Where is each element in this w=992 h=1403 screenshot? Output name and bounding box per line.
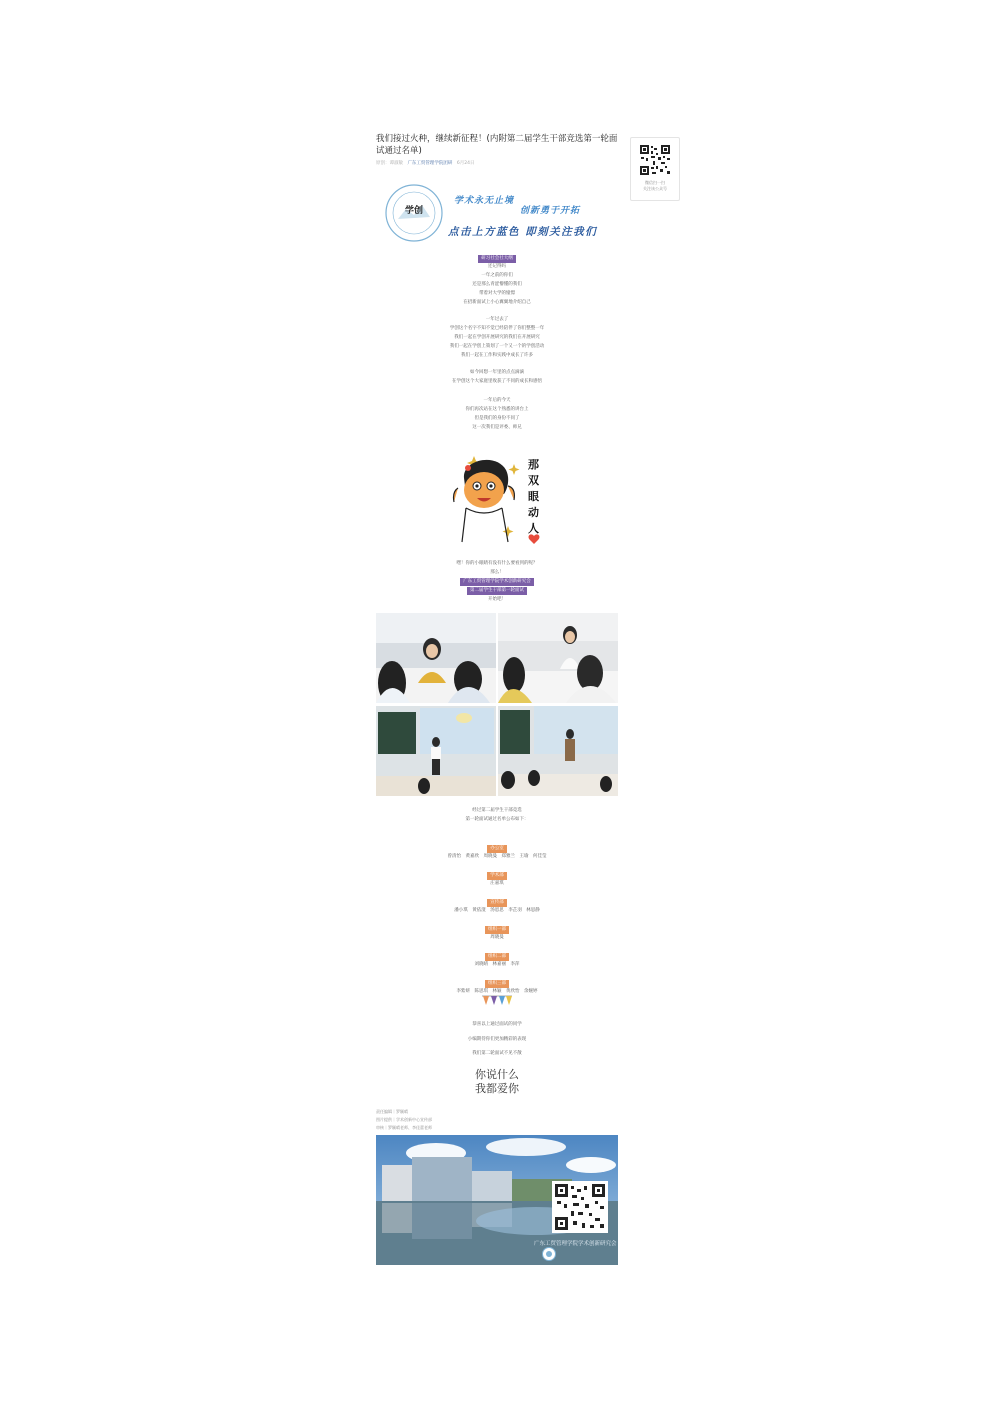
header-banner (384, 183, 618, 243)
poem-line: 如今回想一年里的点点滴滴 (470, 370, 524, 375)
intro-tag: 研习社会社大纲 (478, 255, 516, 263)
dept-members: 刘晓晴 林嘉丽 李萍 (474, 962, 520, 967)
poem-line: 还记得吗 (488, 264, 506, 269)
cartoon-girl-sticker (444, 442, 548, 546)
poem-line: 在招新面试上小心翼翼地介绍自己 (463, 300, 531, 305)
poem-line: 学创这个名字不知不觉已经陪伴了你们整整一年 (449, 326, 545, 331)
author-label: 原创：谭淑敏 (376, 161, 403, 166)
svg-text:动: 动 (528, 506, 539, 519)
poem-stanza-4 (376, 396, 618, 432)
poem-stanza-2 (376, 315, 618, 360)
qr-caption-scan: 微信扫一扫 (645, 180, 665, 185)
poem-line: 我们一起在学创上策划了一个又一个的学创活动 (449, 344, 545, 349)
dept-office (376, 834, 618, 861)
lead-tag-1: 广东工贸管理学院学术创新研究会 (460, 578, 534, 586)
poem-line: 带着对大学的憧憬 (479, 291, 515, 296)
lead-line-1: 嘿！你的小眼睛有没有什么要看到的呢？ (456, 561, 538, 566)
big-line: 我都爱你 (475, 1082, 519, 1095)
bunting-icon (482, 995, 512, 1007)
lead-tag-2: 第二届学生干部第一轮面试 (467, 587, 527, 595)
closing-line: 我们第二轮面试不见不散 (472, 1051, 522, 1056)
dept-tag: 办公室 (487, 845, 507, 853)
association-logo-icon (542, 1247, 556, 1261)
svg-text:那: 那 (528, 458, 539, 471)
poem-line: 在学创这个大家庭里收获了不同的成长和感悟 (452, 379, 542, 384)
closing-line: 恭喜以上通过面试的同学 (472, 1022, 522, 1027)
dept-tag: 组织一部 (485, 926, 509, 934)
qr-code-icon (639, 144, 671, 176)
lead-line-3: 开始吧！ (488, 597, 506, 602)
closing-line: 小编期待你们更加精彩的表现 (467, 1036, 527, 1042)
intro-tag-row (376, 244, 618, 263)
interview-photo (376, 613, 496, 703)
dept-publicity (376, 888, 618, 915)
article-title: 我们接过火种，继续新征程！(内附第二届学生干部竞选第一轮面试通过名单) (376, 134, 618, 156)
credits-block (376, 1108, 432, 1132)
follow-qr-card[interactable] (630, 137, 680, 201)
poem-line: 我们一起在学创开展研究的我们在开展研究 (454, 335, 540, 340)
dept-members: 周晓曼 (490, 935, 504, 940)
credit-line: 图片提供｜学术创新中心宣传部 (376, 1117, 432, 1122)
interview-photo (376, 706, 496, 796)
announce-line: 第一轮面试通过名单公布如下： (465, 817, 529, 822)
announce-block (376, 806, 618, 824)
dept-org-2 (376, 942, 618, 969)
dept-members: 潘小琪 黄依澄 汤恩思 李芷羽 林思静 (454, 908, 540, 913)
qr-code-icon (555, 1184, 605, 1230)
poem-line: 这一次我们是评委、师兄 (472, 425, 522, 430)
slogan-line-2: 创新勇于开拓 (520, 206, 581, 216)
svg-text:眼: 眼 (528, 490, 539, 503)
interview-photo (498, 706, 618, 796)
dept-tag: 组织二部 (485, 953, 509, 961)
poem-line: 一年后的今天 (483, 398, 511, 403)
svg-text:双: 双 (528, 474, 539, 487)
dept-org-3 (376, 969, 618, 996)
poem-stanza-1 (376, 262, 618, 307)
poem-line: 一年过去了 (485, 317, 509, 322)
dept-members: 李紫妍 陈思琪 林颖 黄欣怡 余婉婷 (456, 989, 538, 994)
dept-members: 庄嘉琪 (490, 881, 504, 886)
campus-qr-code[interactable] (552, 1181, 608, 1233)
sticker-text (528, 458, 539, 535)
dept-members: 曾清怡 黄嘉欣 周晓曼 郑雅兰 王瑜 何佳莹 (447, 854, 547, 859)
dept-tag: 组织三部 (485, 980, 509, 988)
poem-line: 我们一起在工作和实践中成长了许多 (461, 353, 533, 358)
article-header (376, 134, 618, 166)
interview-photo (498, 613, 618, 703)
account-link[interactable]: 广东工贸管理学院团研 (407, 161, 453, 166)
poem-stanza-3 (376, 368, 618, 386)
lead-block (376, 559, 618, 604)
poem-line: 但是我们的身份不同了 (474, 416, 520, 421)
publish-date: 6月24日 (456, 161, 475, 166)
dept-tag: 宣传部 (487, 899, 507, 907)
slogan-line-3: 点击上方蓝色 即刻关注我们 (448, 226, 598, 238)
campus-caption: 广东工贸管理学院学术创新研究会 (534, 1241, 617, 1247)
big-line: 你说什么 (475, 1068, 519, 1081)
credit-line: 责任编辑｜罗颖晴 (376, 1109, 408, 1114)
logo-text: 学创 (404, 206, 424, 216)
svg-text:人: 人 (528, 522, 539, 535)
association-logo-icon (384, 183, 444, 243)
big-closing (376, 1068, 618, 1096)
poem-line: 你们再次站在这个熟悉的讲台上 (465, 407, 529, 412)
article-meta (376, 160, 618, 166)
poem-line: 还是那么青涩懵懂的我们 (472, 282, 522, 287)
credit-line: 审核｜罗颖晴老师、李佳蕾老师 (376, 1125, 432, 1130)
interview-photo-grid (376, 613, 618, 796)
lead-line-2: 那么！ (490, 570, 504, 575)
dept-org-1 (376, 915, 618, 942)
dept-academic (376, 861, 618, 888)
qr-caption-follow: 关注该公众号 (643, 186, 667, 191)
announce-line: 经过第二届学生干部竞选 (472, 808, 522, 813)
campus-footer-image (376, 1135, 618, 1265)
closing-block (376, 1018, 618, 1062)
poem-line: 一年之前的你们 (481, 273, 513, 278)
dept-tag: 学术部 (487, 872, 507, 880)
slogan-line-1: 学术永无止境 (454, 196, 515, 206)
